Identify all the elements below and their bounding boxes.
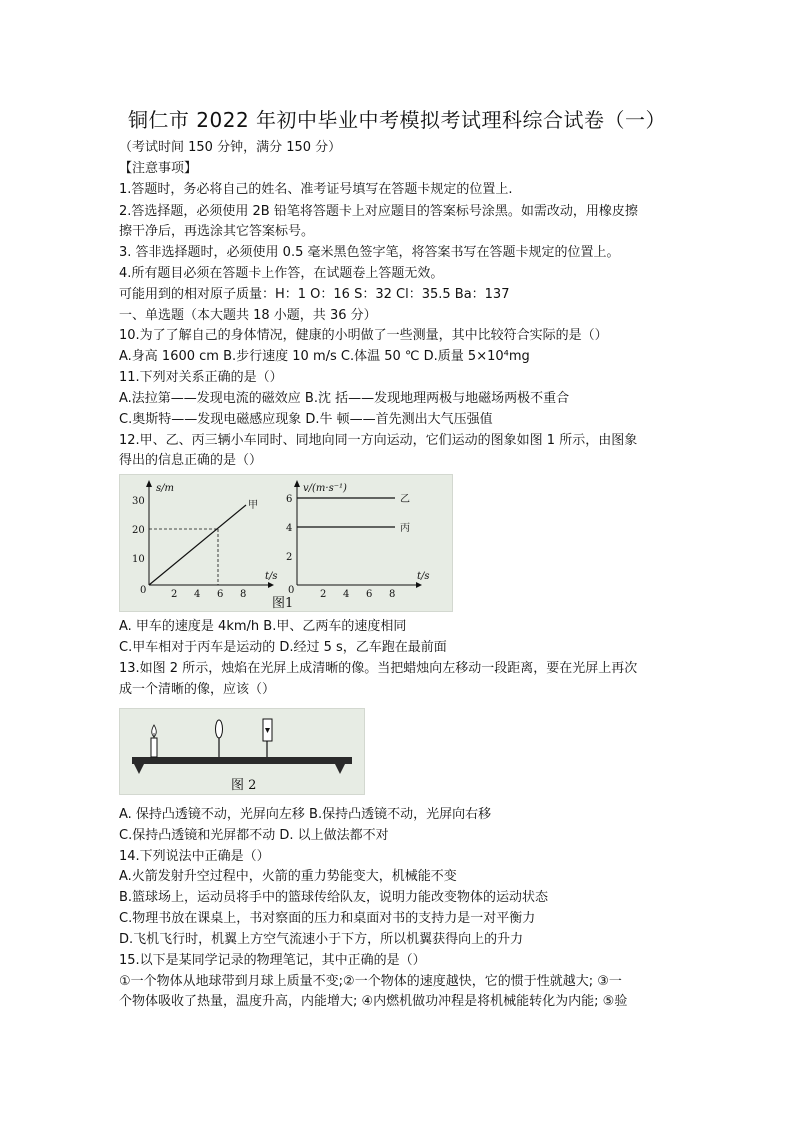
question-10-options: A.身高 1600 cm B.步行速度 10 m/s C.体温 50 ℃ D.质量 5×10⁴mg [119, 349, 530, 364]
notice-item-2: 2.答选择题，必须使用 2B 铅笔将答题卡上对应题目的答案标号涂黑。如需改动，用橡皮擦 [119, 204, 638, 219]
notice-item-1: 1.答题时，务必将自己的姓名、准考证号填写在答题卡规定的位置上. [119, 182, 513, 197]
exam-title: 铜仁市 2022 年初中毕业中考模拟考试理科综合试卷（一） [127, 108, 667, 132]
left-xtick-8: 8 [240, 589, 247, 600]
left-ytick-30: 30 [132, 496, 145, 507]
question-12-options-cd: C.甲车相对于丙车是运动的 D.经过 5 s，乙车跑在最前面 [119, 640, 447, 655]
candle-icon [151, 725, 157, 757]
question-12-cont: 得出的信息正确的是（） [119, 453, 263, 468]
right-series-yi-label: 乙 [400, 494, 410, 505]
right-ylabel: v/(m·s⁻¹) [303, 483, 347, 494]
figure-1-caption: 图1 [272, 596, 294, 611]
left-ytick-0: 0 [140, 585, 147, 596]
question-11-options-ab: A.法拉第——发现电流的磁效应 B.沈 括——发现地理两极与地磁场两极不重合 [119, 391, 570, 406]
right-y-arrow [294, 480, 300, 487]
question-13: 13.如图 2 所示，烛焰在光屏上成清晰的像。当把蜡烛向左移动一段距离，要在光屏上再次 [119, 661, 638, 676]
section-heading: 一、单选题（本大题共 18 小题，共 36 分） [119, 308, 377, 323]
question-13-options-ab: A. 保持凸透镜不动，光屏向左移 B.保持凸透镜不动，光屏向右移 [119, 807, 492, 822]
right-xtick-2: 2 [320, 589, 327, 600]
right-x-arrow [416, 582, 422, 588]
optical-bench [132, 757, 352, 774]
atomic-masses: 可能用到的相对原子质量：H：1 O：16 S：32 Cl：35.5 Ba：137 [119, 287, 510, 302]
left-xlabel: t/s [265, 571, 278, 582]
left-xtick-2: 2 [171, 589, 178, 600]
question-14-option-a: A.火箭发射升空过程中，火箭的重力势能变大，机械能不变 [119, 869, 457, 884]
right-series-bing-label: 丙 [400, 523, 410, 534]
question-13-cont: 成一个清晰的像，应该（） [119, 682, 276, 697]
question-13-options-cd: C.保持凸透镜和光屏都不动 D. 以上做法都不对 [119, 828, 389, 843]
right-ytick-6: 6 [286, 494, 293, 505]
figure-2-caption: 图 2 [231, 778, 257, 793]
question-11: 11.下列对关系正确的是（） [119, 370, 283, 385]
right-xtick-6: 6 [366, 589, 373, 600]
right-ytick-4: 4 [286, 523, 293, 534]
right-xlabel: t/s [417, 571, 430, 582]
left-series-line [149, 505, 246, 585]
bench-left-leg [134, 764, 144, 774]
right-vt-chart [286, 480, 430, 600]
question-14-option-b: B.篮球场上，运动员将手中的篮球传给队友，说明力能改变物体的运动状态 [119, 890, 549, 905]
right-xtick-8: 8 [389, 589, 396, 600]
figure-2 [119, 708, 365, 795]
question-14: 14.下列说法中正确是（） [119, 849, 270, 864]
notice-item-2-cont: 擦干净后，再选涂其它答案标号。 [119, 224, 315, 239]
figure-1-svg [120, 475, 452, 611]
bench-right-leg [335, 764, 345, 774]
left-series-label: 甲 [248, 500, 258, 511]
right-ytick-0: 0 [288, 585, 295, 596]
question-14-option-c: C.物理书放在课桌上，书对察面的压力和桌面对书的支持力是一对平衡力 [119, 911, 536, 926]
left-y-arrow [146, 480, 152, 487]
question-10: 10.为了了解自己的身体情况，健康的小明做了一些测量，其中比较符合实际的是（） [119, 328, 608, 343]
figure-2-svg [120, 709, 364, 794]
left-ylabel: s/m [156, 483, 174, 494]
left-xtick-6: 6 [217, 589, 224, 600]
question-15: 15.以下是某同学记录的物理笔记，其中正确的是（） [119, 953, 426, 968]
notice-item-4: 4.所有题目必须在答题卡上作答，在试题卷上答题无效。 [119, 266, 444, 281]
question-12-options-ab: A. 甲车的速度是 4km/h B.甲、乙两车的速度相同 [119, 619, 407, 634]
left-ytick-10: 10 [132, 554, 145, 565]
notice-heading: 【注意事项】 [119, 161, 198, 176]
light-screen-icon [263, 719, 272, 757]
figure-1 [119, 474, 453, 612]
question-11-options-cd: C.奥斯特——发现电磁感应现象 D.牛 顿——首先测出大气压强值 [119, 412, 493, 427]
exam-time-note: （考试时间 150 分钟，满分 150 分） [119, 140, 342, 155]
right-xtick-4: 4 [343, 589, 350, 600]
question-14-option-d: D.飞机飞行时，机翼上方空气流速小于下方，所以机翼获得向上的升力 [119, 932, 524, 947]
question-12: 12.甲、乙、丙三辆小车同时、同地向同一方向运动，它们运动的图象如图 1 所示，由图象 [119, 433, 638, 448]
left-ytick-20: 20 [132, 525, 145, 536]
bench-rail [132, 757, 352, 764]
left-st-chart [132, 480, 278, 600]
question-15-statements-1: ①一个物体从地球带到月球上质量不变;②一个物体的速度越快，它的惯于性就越大; ③一 [119, 974, 622, 989]
convex-lens-icon [216, 720, 223, 757]
notice-item-3: 3. 答非选择题时，必须使用 0.5 毫米黑色签字笔，将答案书写在答题卡规定的位置上。 [119, 245, 620, 260]
right-ytick-2: 2 [286, 552, 293, 563]
question-15-statements-2: 个物体吸收了热量，温度升高，内能增大; ④内燃机做功冲程是将机械能转化为内能; ⑤验 [119, 994, 628, 1009]
left-xtick-4: 4 [194, 589, 201, 600]
left-x-arrow [268, 582, 274, 588]
